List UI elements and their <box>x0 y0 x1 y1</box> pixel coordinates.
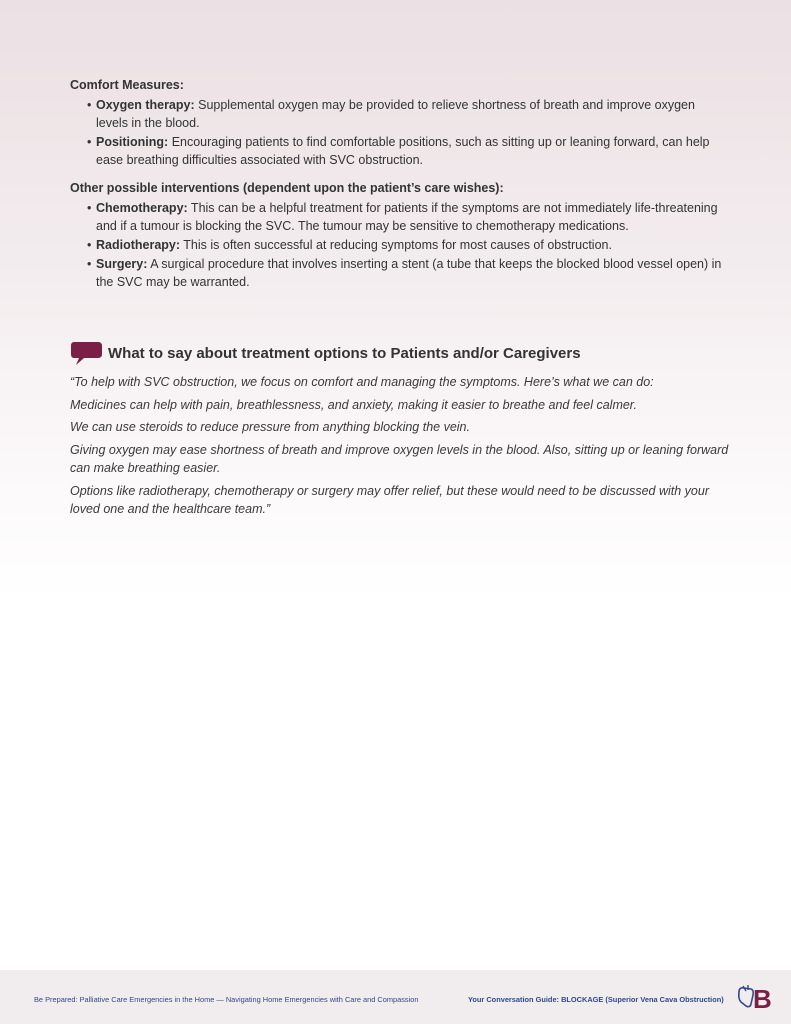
list-item <box>87 236 725 254</box>
comfort-measures-heading: Comfort Measures: <box>70 78 184 92</box>
list-item <box>87 133 725 169</box>
quote-line: Options like radiotherapy, chemotherapy or surgery may offer relief, but these would need to be discussed with your loved one and the healthcare team.” <box>70 483 709 516</box>
list-item <box>87 255 725 291</box>
list-item-term: Radiotherapy: <box>96 238 181 252</box>
quote-line: Medicines can help with pain, breathlessness, and anxiety, making it easier to breathe and feel calmer. <box>70 397 637 412</box>
page-footer <box>0 970 791 1024</box>
interventions-list <box>70 199 725 291</box>
comfort-measures-list <box>70 96 725 169</box>
what-to-say-section <box>70 340 730 523</box>
footer-series-title: Be Prepared: Palliative Care Emergencies in the Home — Navigating Home Emergencies with Care and Compassion <box>34 995 419 1004</box>
main-content <box>70 78 725 303</box>
list-item-text: A surgical procedure that involves inserting a stent (a tube that keeps the blocked blood vessel open) in the SVC may be warranted. <box>96 257 722 289</box>
logo-letter: B <box>753 984 772 1012</box>
comfort-measures-section <box>70 78 725 169</box>
list-item-term: Oxygen therapy: <box>96 98 195 112</box>
what-to-say-title: What to say about treatment options to Patients and/or Caregivers <box>108 344 581 362</box>
speech-bubble-icon <box>70 340 104 366</box>
what-to-say-header <box>70 340 730 366</box>
interventions-heading: Other possible interventions (dependent upon the patient’s care wishes): <box>70 181 504 195</box>
interventions-section <box>70 181 725 291</box>
list-item-text: Encouraging patients to find comfortable positions, such as sitting up or leaning forward, can help ease breathing difficulties associated with SVC obstruction. <box>96 135 710 167</box>
list-item-text: Supplemental oxygen may be provided to relieve shortness of breath and improve oxygen levels in the blood. <box>96 98 695 130</box>
list-item-term: Positioning: <box>96 135 169 149</box>
quote-line: Giving oxygen may ease shortness of breath and improve oxygen levels in the blood. Also, sitting up or leaning forward can make breathing easier. <box>70 442 729 475</box>
logo-icon <box>736 982 774 1012</box>
footer-guide-title: Your Conversation Guide: BLOCKAGE (Superior Vena Cava Obstruction) <box>468 995 724 1004</box>
list-item <box>87 96 725 132</box>
list-item-text: This can be a helpful treatment for patients if the symptoms are not immediately life-threatening and if a tumour is blocking the SVC. The tumour may be sensitive to chemotherapy medications. <box>96 201 718 233</box>
list-item-term: Chemotherapy: <box>96 201 188 215</box>
quote-line: “To help with SVC obstruction, we focus on comfort and managing the symptoms. Here’s what we can do: <box>70 375 654 389</box>
list-item-text: This is often successful at reducing symptoms for most causes of obstruction. <box>180 238 612 252</box>
quote-line: We can use steroids to reduce pressure from anything blocking the vein. <box>70 420 470 434</box>
list-item-term: Surgery: <box>96 257 148 271</box>
list-item <box>87 199 725 235</box>
